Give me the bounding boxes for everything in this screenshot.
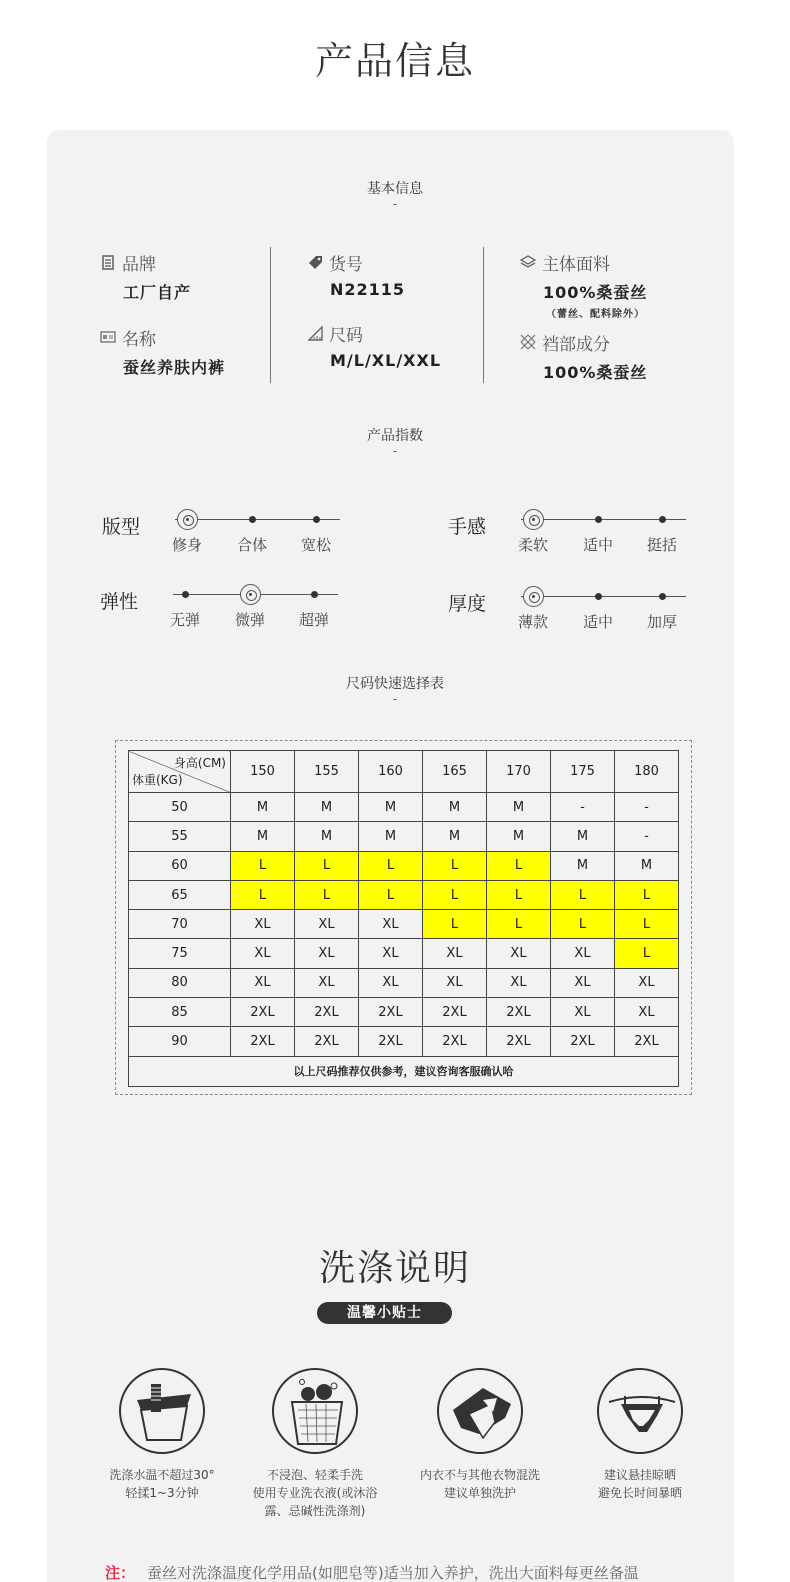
height-header-cell: 150 bbox=[231, 751, 295, 793]
size-cell: - bbox=[615, 822, 679, 851]
size-table bbox=[128, 750, 679, 1087]
info-crotch bbox=[520, 330, 690, 383]
wash-temperature-icon bbox=[119, 1368, 205, 1454]
size-cell: XL bbox=[423, 968, 487, 997]
scale-dot bbox=[182, 591, 189, 598]
scale-elasticity bbox=[100, 587, 390, 637]
size-cell: 2XL bbox=[295, 998, 359, 1027]
scale-option: 薄款 bbox=[517, 613, 548, 631]
info-value: 100%桑蚕丝 bbox=[543, 363, 648, 382]
weight-axis-label: 体重(KG) bbox=[132, 773, 183, 787]
scale-feel bbox=[448, 512, 738, 562]
table-footnote-row bbox=[129, 1056, 679, 1086]
wash-item-hand-wash bbox=[235, 1368, 395, 1520]
size-cell: - bbox=[615, 793, 679, 822]
size-cell: L bbox=[615, 880, 679, 909]
table-row bbox=[129, 939, 679, 968]
size-cell: M bbox=[295, 822, 359, 851]
size-cell: 2XL bbox=[295, 1027, 359, 1056]
size-cell: L bbox=[295, 880, 359, 909]
size-cell: XL bbox=[551, 998, 615, 1027]
heading-dash: - bbox=[392, 444, 398, 458]
scale-name: 厚度 bbox=[448, 593, 487, 615]
size-table-title: 尺码快速选择表 bbox=[346, 676, 444, 692]
size-cell: XL bbox=[231, 939, 295, 968]
size-cell: XL bbox=[423, 939, 487, 968]
height-header-cell: 180 bbox=[615, 751, 679, 793]
info-label: 品牌 bbox=[122, 254, 156, 275]
size-cell: XL bbox=[615, 968, 679, 997]
size-cell: 2XL bbox=[423, 1027, 487, 1056]
table-header-row bbox=[129, 751, 679, 793]
wash-text: 建议悬挂晾晒 避免长时间暴晒 bbox=[597, 1468, 682, 1500]
size-cell: - bbox=[551, 793, 615, 822]
hang-dry-icon bbox=[597, 1368, 683, 1454]
info-column-1 bbox=[100, 250, 270, 400]
scale-option: 无弹 bbox=[169, 611, 200, 629]
scale-dot bbox=[595, 516, 602, 523]
table-corner bbox=[129, 751, 231, 793]
info-value: N22115 bbox=[330, 280, 406, 299]
size-cell: L bbox=[423, 910, 487, 939]
layers-icon bbox=[520, 254, 536, 270]
table-footnote: 以上尺码推荐仅供参考，建议咨询客服确认哈 bbox=[129, 1056, 679, 1086]
info-label: 名称 bbox=[122, 329, 156, 350]
info-fabric bbox=[520, 250, 690, 320]
heading-dash: - bbox=[392, 197, 398, 211]
size-cell: M bbox=[487, 822, 551, 851]
wash-note bbox=[105, 1562, 685, 1582]
size-cell: XL bbox=[551, 968, 615, 997]
note-text: 蚕丝对洗涤温度化学用品(如肥皂等)适当加入养护，洗出大面料每更丝备温 bbox=[147, 1564, 639, 1582]
note-mark: 注： bbox=[105, 1564, 136, 1582]
size-cell: 2XL bbox=[231, 998, 295, 1027]
hand-wash-icon bbox=[272, 1368, 358, 1454]
scale-dot bbox=[313, 516, 320, 523]
table-row bbox=[129, 822, 679, 851]
weight-cell: 50 bbox=[129, 793, 231, 822]
scale-fit bbox=[102, 512, 392, 562]
tag-icon bbox=[307, 254, 323, 270]
info-column-2 bbox=[307, 250, 477, 392]
info-size bbox=[307, 321, 477, 370]
scale-name: 手感 bbox=[448, 516, 487, 538]
scale-name: 版型 bbox=[102, 516, 141, 538]
weight-cell: 70 bbox=[129, 910, 231, 939]
size-cell: M bbox=[359, 793, 423, 822]
height-header-cell: 170 bbox=[487, 751, 551, 793]
scale-dot bbox=[595, 593, 602, 600]
size-cell: XL bbox=[359, 968, 423, 997]
table-row bbox=[129, 968, 679, 997]
size-cell: 2XL bbox=[359, 998, 423, 1027]
info-value: 工厂自产 bbox=[123, 283, 192, 302]
scale-option: 超弹 bbox=[298, 611, 329, 629]
scale-selected-marker bbox=[177, 509, 198, 530]
info-value: 100%桑蚕丝 bbox=[543, 283, 648, 302]
size-cell: 2XL bbox=[359, 1027, 423, 1056]
size-cell: M bbox=[487, 793, 551, 822]
heading-dash: - bbox=[392, 692, 398, 706]
scale-name: 弹性 bbox=[100, 591, 139, 613]
size-cell: XL bbox=[295, 939, 359, 968]
size-cell: XL bbox=[231, 968, 295, 997]
size-cell: L bbox=[551, 910, 615, 939]
index-title: 产品指数 bbox=[367, 428, 423, 444]
size-cell: L bbox=[615, 910, 679, 939]
wash-item-separate bbox=[400, 1368, 560, 1502]
wash-text: 不浸泡、轻柔手洗 使用专业洗衣液(或沐浴 露、忌碱性洗涤剂) bbox=[252, 1468, 378, 1518]
scale-option: 微弹 bbox=[234, 611, 265, 629]
size-cell: XL bbox=[551, 939, 615, 968]
size-cell: XL bbox=[295, 968, 359, 997]
size-cell: M bbox=[551, 822, 615, 851]
size-cell: M bbox=[359, 822, 423, 851]
scale-option: 挺括 bbox=[646, 536, 677, 554]
table-row bbox=[129, 793, 679, 822]
card-icon bbox=[100, 329, 116, 345]
size-cell: L bbox=[487, 851, 551, 880]
size-cell: M bbox=[231, 793, 295, 822]
info-value: M/L/XL/XXL bbox=[330, 351, 442, 370]
size-cell: XL bbox=[295, 910, 359, 939]
info-label: 尺码 bbox=[329, 325, 363, 346]
scale-option: 适中 bbox=[582, 536, 613, 554]
table-row bbox=[129, 851, 679, 880]
size-cell: L bbox=[615, 939, 679, 968]
wash-item-temperature bbox=[82, 1368, 242, 1502]
weight-cell: 55 bbox=[129, 822, 231, 851]
ruler-icon bbox=[307, 325, 323, 341]
basic-info-title: 基本信息 bbox=[367, 181, 423, 197]
weight-cell: 85 bbox=[129, 998, 231, 1027]
size-cell: L bbox=[231, 880, 295, 909]
scale-dot bbox=[311, 591, 318, 598]
size-cell: L bbox=[359, 880, 423, 909]
info-column-3 bbox=[520, 250, 690, 405]
size-cell: M bbox=[295, 793, 359, 822]
size-cell: 2XL bbox=[551, 1027, 615, 1056]
size-table-heading bbox=[0, 673, 790, 705]
page-title: 产品信息 bbox=[314, 39, 475, 83]
table-row bbox=[129, 998, 679, 1027]
scale-dot bbox=[659, 516, 666, 523]
basic-info-heading bbox=[0, 178, 790, 210]
size-cell: M bbox=[615, 851, 679, 880]
wash-text: 内衣不与其他衣物混洗 建议单独洗护 bbox=[419, 1468, 540, 1500]
scale-option: 柔软 bbox=[517, 536, 548, 554]
size-cell: 2XL bbox=[423, 998, 487, 1027]
divider bbox=[270, 247, 271, 383]
scale-thickness bbox=[448, 589, 738, 639]
info-label: 裆部成分 bbox=[542, 334, 610, 355]
size-cell: XL bbox=[487, 939, 551, 968]
index-heading bbox=[0, 425, 790, 457]
wash-text: 洗涤水温不超过30° 轻揉1~3分钟 bbox=[109, 1468, 215, 1500]
pattern-icon bbox=[520, 334, 536, 350]
scale-dot bbox=[249, 516, 256, 523]
size-table-frame bbox=[115, 740, 692, 1095]
size-cell: XL bbox=[615, 998, 679, 1027]
info-sku bbox=[307, 250, 477, 299]
size-cell: M bbox=[551, 851, 615, 880]
size-cell: M bbox=[231, 822, 295, 851]
scale-option: 合体 bbox=[236, 536, 267, 554]
size-cell: L bbox=[551, 880, 615, 909]
scale-option: 加厚 bbox=[646, 613, 677, 631]
size-cell: L bbox=[359, 851, 423, 880]
size-cell: XL bbox=[231, 910, 295, 939]
wash-title: 洗涤说明 bbox=[318, 1248, 471, 1289]
height-header-cell: 160 bbox=[359, 751, 423, 793]
size-cell: XL bbox=[487, 968, 551, 997]
scale-option: 修身 bbox=[171, 536, 202, 554]
size-cell: XL bbox=[359, 939, 423, 968]
size-cell: L bbox=[487, 910, 551, 939]
table-row bbox=[129, 910, 679, 939]
wash-item-hang-dry bbox=[560, 1368, 720, 1502]
height-axis-label: 身高(CM) bbox=[173, 756, 226, 770]
weight-cell: 90 bbox=[129, 1027, 231, 1056]
divider bbox=[483, 247, 484, 383]
size-cell: L bbox=[295, 851, 359, 880]
weight-cell: 60 bbox=[129, 851, 231, 880]
size-cell: M bbox=[423, 793, 487, 822]
size-cell: L bbox=[423, 880, 487, 909]
size-cell: L bbox=[231, 851, 295, 880]
size-cell: XL bbox=[359, 910, 423, 939]
table-row bbox=[129, 880, 679, 909]
scale-selected-marker bbox=[240, 584, 261, 605]
size-cell: L bbox=[487, 880, 551, 909]
info-name bbox=[100, 325, 270, 378]
scale-option: 宽松 bbox=[300, 536, 331, 554]
info-label: 货号 bbox=[329, 254, 363, 275]
weight-cell: 65 bbox=[129, 880, 231, 909]
size-cell: 2XL bbox=[615, 1027, 679, 1056]
height-header-cell: 175 bbox=[551, 751, 615, 793]
size-cell: 2XL bbox=[487, 1027, 551, 1056]
weight-cell: 75 bbox=[129, 939, 231, 968]
document-icon bbox=[100, 254, 116, 270]
info-brand bbox=[100, 250, 270, 303]
info-label: 主体面料 bbox=[542, 254, 610, 275]
tip-badge: 温馨小贴士 bbox=[317, 1302, 452, 1324]
weight-cell: 80 bbox=[129, 968, 231, 997]
scale-dot bbox=[659, 593, 666, 600]
table-row bbox=[129, 1027, 679, 1056]
info-value: 蚕丝养肤内裤 bbox=[123, 358, 226, 377]
info-note: （蕾丝、配料除外） bbox=[546, 309, 645, 320]
scale-selected-marker bbox=[523, 509, 544, 530]
size-cell: 2XL bbox=[487, 998, 551, 1027]
size-cell: 2XL bbox=[231, 1027, 295, 1056]
scale-option: 适中 bbox=[582, 613, 613, 631]
separate-wash-icon bbox=[437, 1368, 523, 1454]
scale-selected-marker bbox=[523, 586, 544, 607]
height-header-cell: 155 bbox=[295, 751, 359, 793]
size-cell: L bbox=[423, 851, 487, 880]
height-header-cell: 165 bbox=[423, 751, 487, 793]
size-cell: M bbox=[423, 822, 487, 851]
